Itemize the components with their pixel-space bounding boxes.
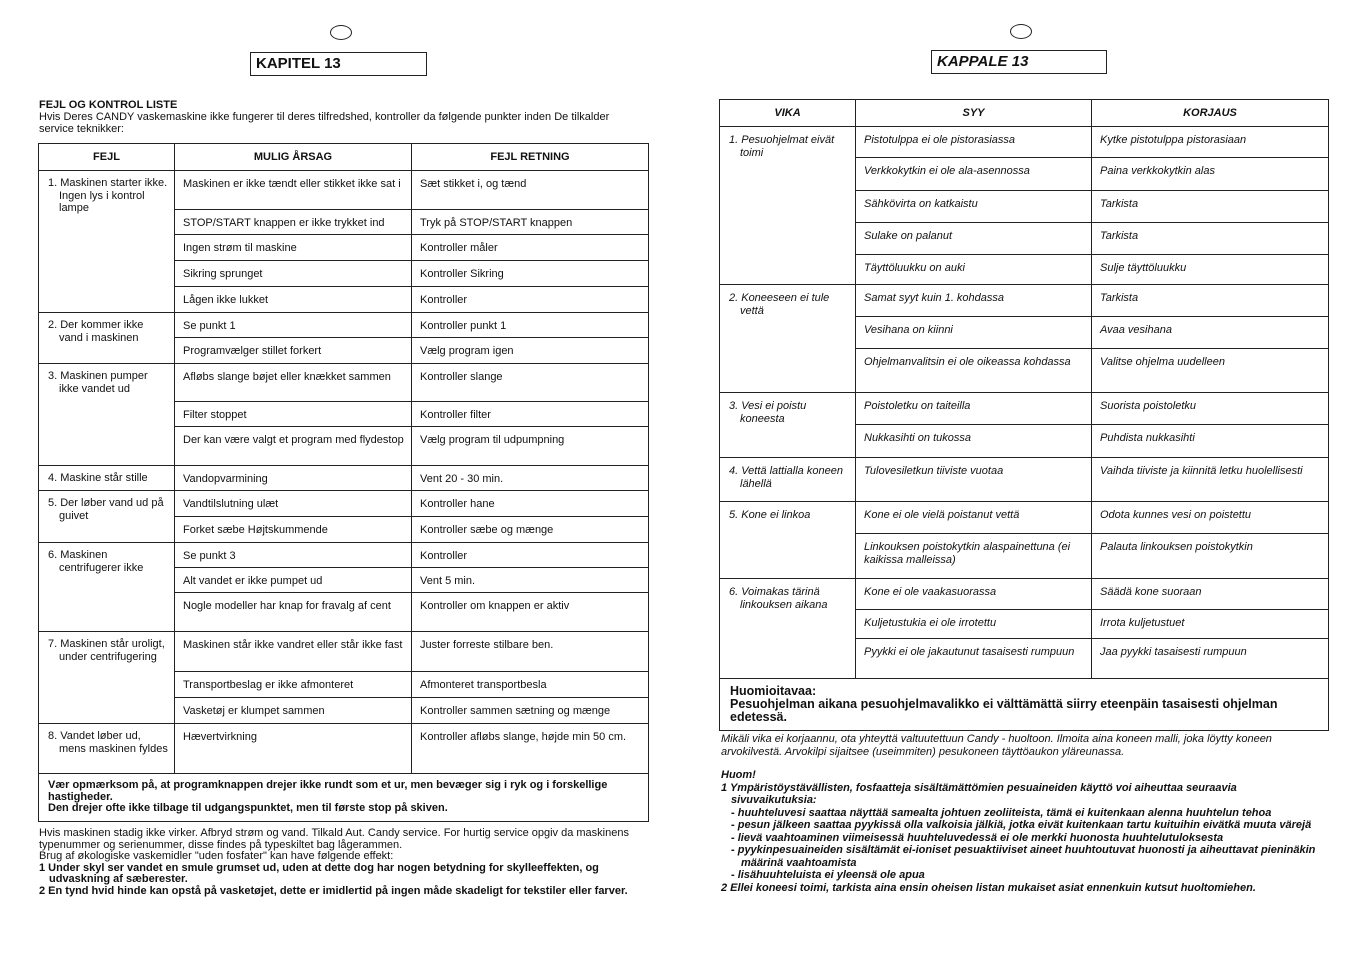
cause-cell xyxy=(175,338,412,364)
footer-dash-3: - lievä vaahtoaminen viimeisessä huuhteluvedessä ei ole merkki huonosta huuhtelutuloksesta xyxy=(731,831,1224,844)
footer-paragraph-1: Hvis maskinen stadig ikke virker. Afbryd strøm og vand. Tilkald Aut. Candy service. For hurtig service opgiv da maskinens typenummer og serienummer, disse findes på typeskiltet bag lågerammen. xyxy=(39,827,629,851)
footer-dash-1: - huuhteluvesi saattaa näyttää samealta johtuen zeoliiteista, tämä ei kuitenkaan alenna huuhtelun tehoa xyxy=(731,806,1272,819)
cause-text: Maskinen er ikke tændt eller stikket ikke sat i xyxy=(183,178,401,190)
cause-text: Sulake on palanut xyxy=(864,230,953,242)
cause-text: Poistoletku on taiteilla xyxy=(864,400,971,412)
remedy-text: Vaihda tiiviste ja kiinnitä letku huolellisesti xyxy=(1100,465,1303,477)
remedy-text: Afmonteret transportbesla xyxy=(420,679,547,691)
cause-text: Ohjelmanvalitsin ei ole oikeassa kohdassa xyxy=(864,356,1071,368)
fault-text: 6. Maskinen centrifugerer ikke xyxy=(48,549,144,574)
cause-cell xyxy=(856,349,1092,393)
fault-text: 3. Vesi ei poistu koneesta xyxy=(729,400,807,425)
footer-right xyxy=(721,733,1321,894)
fault-table xyxy=(719,99,1329,731)
table-row xyxy=(720,393,1329,425)
fault-cell xyxy=(720,502,856,579)
note-box xyxy=(39,774,649,822)
cause-text: Vandopvarmining xyxy=(183,473,268,485)
remedy-cell xyxy=(1092,191,1329,223)
cause-cell xyxy=(856,255,1092,285)
remedy-cell xyxy=(412,517,649,543)
cause-text: Pyykki ei ole jakautunut tasaisesti rumpuun xyxy=(864,646,1075,658)
remedy-cell xyxy=(412,568,649,593)
note-line-2: Den drejer ofte ikke tilbage til udgangspunktet, men til første stop på skiven. xyxy=(48,802,448,814)
remedy-text: Palauta linkouksen poistokytkin xyxy=(1100,541,1253,553)
remedy-text: Kontroller punkt 1 xyxy=(420,320,507,332)
fault-cell xyxy=(39,466,175,491)
remedy-cell xyxy=(1092,349,1329,393)
cause-cell xyxy=(856,502,1092,534)
cause-cell xyxy=(175,210,412,235)
cause-text: STOP/START knappen er ikke trykket ind xyxy=(183,217,385,229)
table-row xyxy=(720,458,1329,502)
cause-text: Lågen ikke lukket xyxy=(183,294,268,306)
table-row xyxy=(39,171,649,210)
remedy-cell xyxy=(412,171,649,210)
cause-text: Linkouksen poistokytkin alaspainettuna (ei kaikissa malleissa) xyxy=(864,541,1071,566)
cause-cell xyxy=(175,261,412,287)
remedy-cell xyxy=(412,724,649,774)
cause-cell xyxy=(175,593,412,632)
cause-text: Täyttöluukku on auki xyxy=(864,262,965,274)
cause-text: Alt vandet er ikke pumpet ud xyxy=(183,575,323,587)
footer-dash-4: - pyykinpesuaineiden sisältämät ei-ioniset pesuaktiiviset aineet huuhtoutuvat huonosti ja aiheuttavat pieninäkin määrinä vaahtoamista xyxy=(731,844,1316,869)
header-remedy: KORJAUS xyxy=(1092,100,1329,127)
remedy-text: Vent 20 - 30 min. xyxy=(420,473,504,485)
note-box xyxy=(720,679,1329,731)
remedy-cell xyxy=(412,210,649,235)
footer-bullet-1: 1 Ympäristöystävällisten, fosfaatteja sisältämättömien pesuaineiden käyttö voi aiheuttaa seuraavia sivuvaikutuksia: xyxy=(721,781,1237,806)
remedy-cell xyxy=(412,235,649,261)
cause-text: Nogle modeller har knap for fravalg af cent xyxy=(183,600,391,612)
remedy-text: Kontroller Sikring xyxy=(420,268,504,280)
remedy-cell xyxy=(412,338,649,364)
note-title: Huomioitavaa: xyxy=(730,684,817,698)
fault-cell xyxy=(39,491,175,543)
intro-text: Hvis Deres CANDY vaskemaskine ikke fungerer til deres tilfredshed, kontroller da følgende punkter inden De tilkalder service teknikker: xyxy=(39,111,610,135)
fault-table xyxy=(38,143,649,822)
remedy-text: Tryk på STOP/START knappen xyxy=(420,217,573,229)
cause-cell xyxy=(175,427,412,466)
fault-cell xyxy=(720,393,856,458)
fault-text: 4. Maskine står stille xyxy=(48,472,148,484)
fault-text: 5. Der løber vand ud på guivet xyxy=(48,497,164,522)
remedy-cell xyxy=(1092,639,1329,679)
remedy-text: Sæt stikket i, og tænd xyxy=(420,178,527,190)
remedy-text: Irrota kuljetustuet xyxy=(1100,617,1185,629)
remedy-text: Vælg program igen xyxy=(420,345,514,357)
remedy-text: Jaa pyykki tasaisesti rumpuun xyxy=(1100,646,1247,658)
cause-cell xyxy=(856,158,1092,191)
note-text: Pesuohjelman aikana pesuohjelmavalikko ei välttämättä siirry eteenpäin tasaisesti ohjelman edetessä. xyxy=(730,697,1278,724)
cause-text: Vesihana on kiinni xyxy=(864,324,953,336)
fault-cell xyxy=(39,543,175,632)
remedy-cell xyxy=(1092,458,1329,502)
intro-heading: FEJL OG KONTROL LISTE xyxy=(39,99,178,111)
fault-cell xyxy=(39,171,175,313)
fault-text: 1. Pesuohjelmat eivät toimi xyxy=(729,134,835,159)
remedy-text: Säädä kone suoraan xyxy=(1100,586,1202,598)
language-oval-icon xyxy=(330,25,352,40)
footer-dash-5: - lisähuuhteluista ei yleensä ole apua xyxy=(731,869,925,881)
cause-text: Kone ei ole vielä poistanut vettä xyxy=(864,509,1020,521)
cause-text: Sikring sprunget xyxy=(183,268,263,280)
footer-bullet-2: 2 En tynd hvid hinde kan opstå på vasketøjet, dette er imidlertid på ingen måde skadeligt for tekstiler eller farver. xyxy=(39,884,628,897)
footer-dash-2: - pesun jälkeen saattaa pyykissä olla valkoisia jälkiä, jotka eivät kuitenkaan tartu kuituihin eivätkä muuta värejä xyxy=(731,819,1312,831)
header-fault: FEJL xyxy=(39,144,175,171)
cause-text: Tulovesiletkun tiiviste vuotaa xyxy=(864,465,1004,477)
remedy-cell xyxy=(412,287,649,313)
cause-text: Verkkokytkin ei ole ala-asennossa xyxy=(864,165,1030,177)
cause-cell xyxy=(856,317,1092,349)
cause-cell xyxy=(175,698,412,724)
cause-text: Samat syyt kuin 1. kohdassa xyxy=(864,292,1005,304)
fault-text: 7. Maskinen står uroligt, under centrifugering xyxy=(48,638,165,663)
cause-text: Kuljetustukia ei ole irrotettu xyxy=(864,617,997,629)
fault-cell xyxy=(39,724,175,774)
cause-cell xyxy=(175,287,412,313)
table-row xyxy=(39,632,649,672)
cause-text: Afløbs slange bøjet eller knækket sammen xyxy=(183,371,391,383)
remedy-text: Odota kunnes vesi on poistettu xyxy=(1100,509,1252,521)
cause-cell xyxy=(856,425,1092,458)
table-row xyxy=(39,313,649,338)
remedy-cell xyxy=(1092,425,1329,458)
remedy-text: Vent 5 min. xyxy=(420,575,476,587)
fault-cell xyxy=(39,632,175,724)
cause-cell xyxy=(856,579,1092,610)
remedy-text: Kontroller afløbs slange, højde min 50 cm. xyxy=(420,731,627,743)
remedy-cell xyxy=(1092,610,1329,639)
cause-text: Hævertvirkning xyxy=(183,731,257,743)
remedy-text: Tarkista xyxy=(1100,292,1139,304)
cause-text: Transportbeslag er ikke afmonteret xyxy=(183,679,354,691)
header-cause: SYY xyxy=(856,100,1092,127)
remedy-text: Sulje täyttöluukku xyxy=(1100,262,1187,274)
remedy-cell xyxy=(1092,317,1329,349)
remedy-cell xyxy=(412,402,649,427)
fault-text: 3. Maskinen pumper ikke vandet ud xyxy=(48,370,148,395)
cause-text: Nukkasihti on tukossa xyxy=(864,432,971,444)
cause-cell xyxy=(856,458,1092,502)
remedy-cell xyxy=(1092,393,1329,425)
remedy-text: Kytke pistotulppa pistorasiaan xyxy=(1100,134,1247,146)
remedy-cell xyxy=(412,261,649,287)
fault-cell xyxy=(39,364,175,466)
fault-text: 1. Maskinen starter ikke. Ingen lys i kontrol lampe xyxy=(48,177,168,214)
fault-text: 4. Vettä lattialla koneen lähellä xyxy=(729,465,843,490)
cause-cell xyxy=(856,191,1092,223)
remedy-cell xyxy=(1092,579,1329,610)
note-line-1: Vær opmærksom på, at programknappen drejer ikke rundt som et ur, men bevæger sig i ryk og i forskellige hastigheder. xyxy=(48,779,608,803)
remedy-cell xyxy=(1092,158,1329,191)
cause-cell xyxy=(175,171,412,210)
cause-cell xyxy=(175,466,412,491)
remedy-cell xyxy=(1092,127,1329,158)
cause-text: Pistotulppa ei ole pistorasiassa xyxy=(864,134,1016,146)
remedy-cell xyxy=(412,313,649,338)
fault-text: 8. Vandet løber ud, mens maskinen fyldes xyxy=(48,730,168,755)
cause-cell xyxy=(175,543,412,568)
table-row xyxy=(720,127,1329,158)
remedy-cell xyxy=(1092,502,1329,534)
remedy-cell xyxy=(412,364,649,402)
remedy-text: Kontroller slange xyxy=(420,371,503,383)
cause-cell xyxy=(175,313,412,338)
footer-paragraph-2: Brug af økologiske vaskemidler "uden fosfater" kan have følgende effekt: xyxy=(39,850,394,862)
table-row xyxy=(39,364,649,402)
remedy-cell xyxy=(1092,285,1329,317)
remedy-text: Tarkista xyxy=(1100,230,1139,242)
fault-text: 2. Der kommer ikke vand i maskinen xyxy=(48,319,144,344)
cause-cell xyxy=(856,610,1092,639)
table-row xyxy=(720,579,1329,610)
cause-text: Se punkt 3 xyxy=(183,550,236,562)
footer-left xyxy=(39,828,629,897)
table-row xyxy=(39,543,649,568)
remedy-cell xyxy=(412,491,649,517)
remedy-text: Avaa vesihana xyxy=(1100,324,1172,336)
cause-cell xyxy=(856,127,1092,158)
fault-text: 6. Voimakas tärinä linkouksen aikana xyxy=(729,586,828,611)
cause-cell xyxy=(175,724,412,774)
remedy-text: Suorista poistoletku xyxy=(1100,400,1196,412)
cause-cell xyxy=(856,393,1092,425)
remedy-text: Vælg program til udpumpning xyxy=(420,434,565,446)
remedy-text: Juster forreste stilbare ben. xyxy=(420,639,554,651)
remedy-cell xyxy=(412,698,649,724)
remedy-cell xyxy=(412,543,649,568)
cause-text: Kone ei ole vaakasuorassa xyxy=(864,586,997,598)
cause-cell xyxy=(175,672,412,698)
cause-cell xyxy=(856,534,1092,579)
remedy-cell xyxy=(412,593,649,632)
table-row xyxy=(39,491,649,517)
footer-paragraph-1: Mikäli vika ei korjaannu, ota yhteyttä valtuutettuun Candy - huoltoon. Ilmoita aina koneen malli, joka löytty koneen arvokilvestä. Arvokilpi sijaitsee (useimmiten) pesukoneen täyttöaukon yläreunassa. xyxy=(721,733,1272,758)
fault-cell xyxy=(720,458,856,502)
cause-cell xyxy=(856,639,1092,679)
cause-text: Programvælger stillet forkert xyxy=(183,345,322,357)
remedy-cell xyxy=(412,466,649,491)
remedy-text: Kontroller filter xyxy=(420,409,491,421)
remedy-cell xyxy=(1092,255,1329,285)
language-oval-icon xyxy=(1010,24,1032,39)
cause-text: Maskinen står ikke vandret eller står ikke fast xyxy=(183,639,403,651)
cause-cell xyxy=(175,364,412,402)
chapter-title: KAPITEL 13 xyxy=(250,52,427,76)
remedy-cell xyxy=(412,672,649,698)
remedy-text: Paina verkkokytkin alas xyxy=(1100,165,1215,177)
table-row xyxy=(720,285,1329,317)
remedy-text: Puhdista nukkasihti xyxy=(1100,432,1195,444)
cause-cell xyxy=(856,223,1092,255)
intro xyxy=(39,99,639,135)
remedy-cell xyxy=(412,632,649,672)
table-row xyxy=(39,466,649,491)
footer-huom: Huom! xyxy=(721,769,756,781)
remedy-text: Valitse ohjelma uudelleen xyxy=(1100,356,1225,368)
header-cause: MULIG ÅRSAG xyxy=(175,144,412,171)
header-remedy: FEJL RETNING xyxy=(412,144,649,171)
remedy-cell xyxy=(412,427,649,466)
fault-cell xyxy=(720,579,856,679)
cause-cell xyxy=(175,632,412,672)
remedy-text: Kontroller sammen sætning og mænge xyxy=(420,705,611,717)
cause-cell xyxy=(175,517,412,543)
table-row xyxy=(39,724,649,774)
cause-text: Ingen strøm til maskine xyxy=(183,242,297,254)
remedy-cell xyxy=(1092,223,1329,255)
cause-text: Filter stoppet xyxy=(183,409,247,421)
remedy-cell xyxy=(1092,534,1329,579)
fault-text: 2. Koneeseen ei tule vettä xyxy=(729,292,830,317)
fault-cell xyxy=(720,127,856,285)
remedy-text: Kontroller om knappen er aktiv xyxy=(420,600,570,612)
cause-cell xyxy=(175,235,412,261)
fault-cell xyxy=(720,285,856,393)
remedy-text: Kontroller sæbe og mænge xyxy=(420,524,554,536)
remedy-text: Kontroller hane xyxy=(420,498,495,510)
cause-text: Forket sæbe Højtskummende xyxy=(183,524,328,536)
fault-text: 5. Kone ei linkoa xyxy=(729,509,811,521)
cause-text: Vasketøj er klumpet sammen xyxy=(183,705,325,717)
header-fault: VIKA xyxy=(720,100,856,127)
footer-bullet-1: 1 Under skyl ser vandet en smule grumset ud, uden at dette dog har nogen betydning for skylleeffekten, og udvaskning af sæberester. xyxy=(39,861,599,885)
cause-text: Vandtilslutning ulæt xyxy=(183,498,279,510)
remedy-text: Kontroller xyxy=(420,294,468,306)
remedy-text: Kontroller xyxy=(420,550,468,562)
cause-text: Se punkt 1 xyxy=(183,320,236,332)
chapter-title: KAPPALE 13 xyxy=(931,50,1107,74)
footer-bullet-2: 2 Ellei koneesi toimi, tarkista aina ensin oheisen listan mukaiset asiat ennenkuin kutsut huoltomiehen. xyxy=(721,881,1256,894)
fault-cell xyxy=(39,313,175,364)
remedy-text: Kontroller måler xyxy=(420,242,498,254)
remedy-text: Tarkista xyxy=(1100,198,1139,210)
cause-text: Sähkövirta on katkaistu xyxy=(864,198,978,210)
cause-cell xyxy=(175,568,412,593)
cause-cell xyxy=(175,402,412,427)
table-row xyxy=(720,502,1329,534)
cause-cell xyxy=(175,491,412,517)
cause-text: Der kan være valgt et program med flydestop xyxy=(183,434,404,446)
cause-cell xyxy=(856,285,1092,317)
